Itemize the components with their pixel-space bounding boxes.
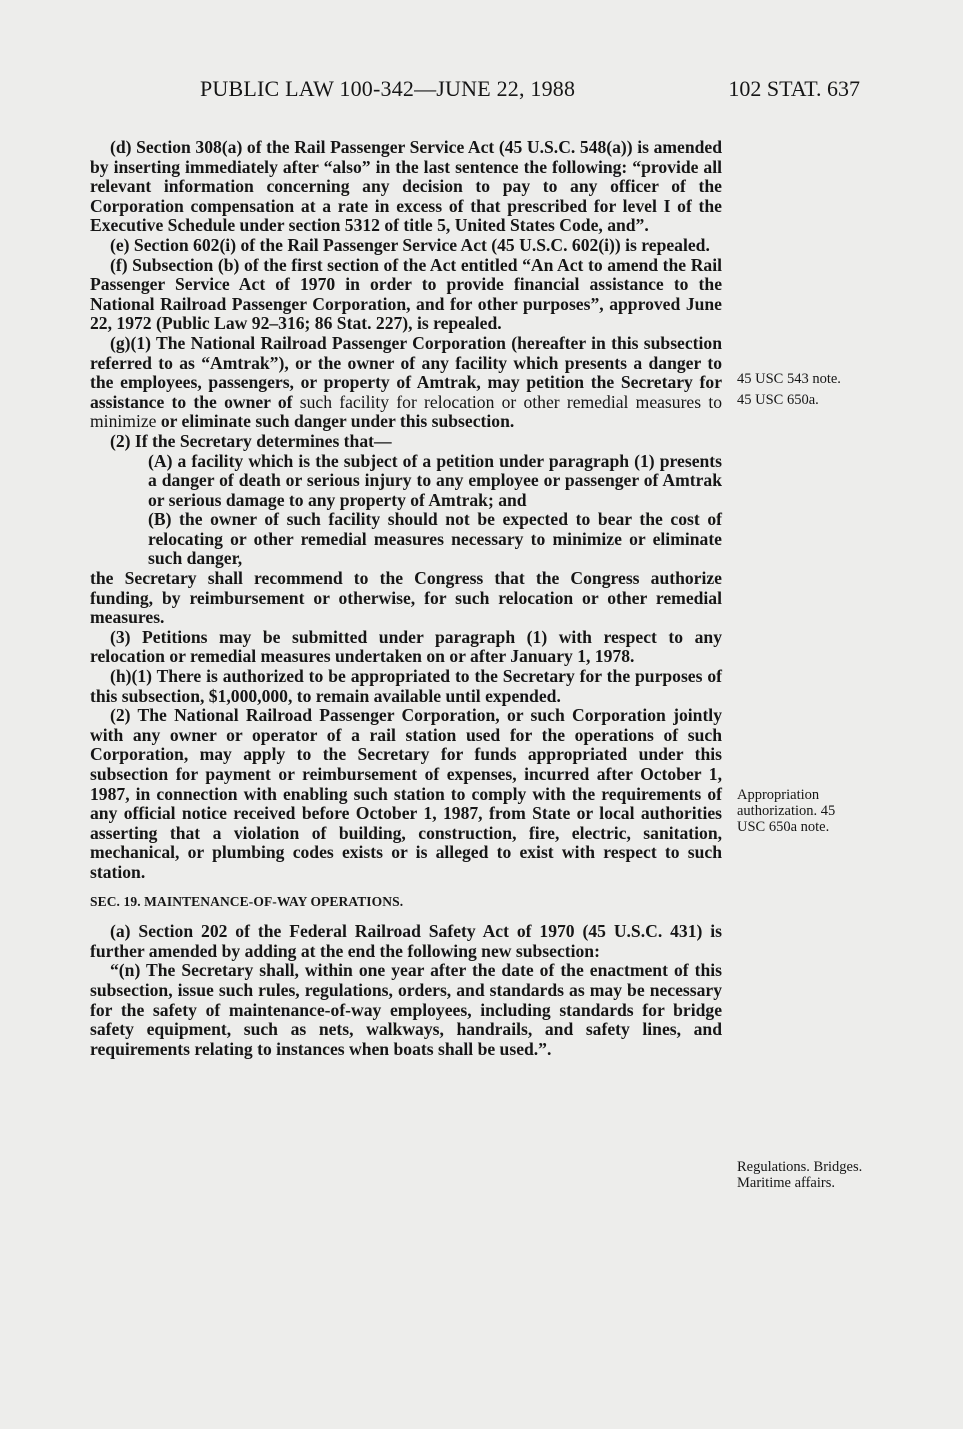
section-19-paragraph-a: (a) Section 202 of the Federal Railroad Safety Act of 1970 (45 U.S.C. 431) is further amended by adding at the end the following new subsection: bbox=[90, 921, 722, 961]
margin-note-appropriation: Appropriation authorization. 45 USC 650a note. bbox=[737, 787, 836, 835]
paragraph-e: (e) Section 602(i) of the Rail Passenger Service Act (45 U.S.C. 602(i)) is repealed. bbox=[110, 234, 710, 255]
paragraph-g1 bbox=[90, 334, 722, 432]
paragraph-g2: (2) If the Secretary determines that— bbox=[110, 430, 392, 451]
paragraph-f: (f) Subsection (b) of the first section of the Act entitled “An Act to amend the Rail Passenger Service Act of 1970 in order to provide financial assistance to the National Railroad Passenger Corporation, and for other purposes”, approved June 22, 1972 (Public Law 92–316; 86 Stat. 227), is repealed. bbox=[90, 254, 722, 334]
margin-note-regulations: Regulations. Bridges. Maritime affairs. bbox=[737, 1159, 863, 1191]
margin-note-45-usc-650a: 45 USC 650a. bbox=[737, 392, 819, 408]
paragraph-h1: (h)(1) There is authorized to be appropriated to the Secretary for the purposes of this subsection, $1,000,000, to remain available until expended. bbox=[90, 666, 722, 706]
paragraph-d: (d) Section 308(a) of the Rail Passenger Service Act (45 U.S.C. 548(a)) is amended by inserting immediately after “also” in the last sentence the following: “provide all relevant information concerning any decision to pay to any officer of the Corporation compensation at a rate in excess of that prescribed for level I of the Executive Schedule under section 5312 of title 5, United States Code, and”. bbox=[90, 137, 722, 236]
body-text bbox=[90, 138, 722, 1059]
subparagraph-g2B: (B) the owner of such facility should not be expected to bear the cost of relocating or other remedial measures necessary to minimize or eliminate such danger, bbox=[148, 509, 722, 569]
page-header bbox=[200, 76, 860, 110]
margin-note-45-usc-543: 45 USC 543 note. bbox=[737, 371, 841, 387]
running-title: PUBLIC LAW 100-342—JUNE 22, 1988 bbox=[200, 76, 576, 101]
paragraph-g1-end-text: or eliminate such danger under this subsection. bbox=[160, 411, 515, 432]
paragraph-g3: (3) Petitions may be submitted under paragraph (1) with respect to any relocation or remedial measures undertaken on or after January 1, 1978. bbox=[90, 626, 722, 667]
paragraph-g1-plain-text: such facility for relocation or other remedial measures to minimize bbox=[90, 391, 723, 432]
section-19-quoted-subsection-n: “(n) The Secretary shall, within one year after the date of the enactment of this subsection, issue such rules, regulations, orders, and standards as may be necessary for the safety of maintenance-of-way employees, including standards for bridge safety equipment, such as nets, walkways, handrails, and safety lines, and requirements relating to instances when boats shall be used.”. bbox=[90, 960, 722, 1059]
section-19-heading: SEC. 19. MAINTENANCE-OF-WAY OPERATIONS. bbox=[90, 893, 404, 909]
page-number: 102 STAT. 637 bbox=[728, 76, 860, 101]
paragraph-g1-text: (g)(1) The National Railroad Passenger Corporation (hereafter in this subsection referred to as “Amtrak”), or the owner of any facility which presents a danger to the employees, passengers, or property of Amtrak, may petition the Secretary for assistance to the owner of bbox=[90, 332, 722, 412]
paragraph-h2: (2) The National Railroad Passenger Corporation, or such Corporation jointly with any owner or operator of a rail station used for the operations of such Corporation, may apply to the Secretary for funds appropriated under this subsection for payment or reimbursement of expenses, incurred after October 1, 1987, in connection with enabling such station to comply with the requirements of any official notice received before October 1, 1987, from State or local authorities asserting that a violation of building, construction, fire, electric, sanitation, mechanical, or plumbing codes exists or is alleged to exist with respect to such station. bbox=[90, 705, 722, 882]
subparagraph-block bbox=[90, 452, 722, 570]
subparagraph-g2A: (A) a facility which is the subject of a petition under paragraph (1) presents a danger of death or serious injury to any employee or passenger of Amtrak or serious damage to any property of Amtrak; and bbox=[148, 450, 722, 510]
paragraph-g2-continuation: the Secretary shall recommend to the Congress that the Congress authorize funding, by reimbursement or otherwise, for such relocation or other remedial measures. bbox=[90, 568, 722, 628]
